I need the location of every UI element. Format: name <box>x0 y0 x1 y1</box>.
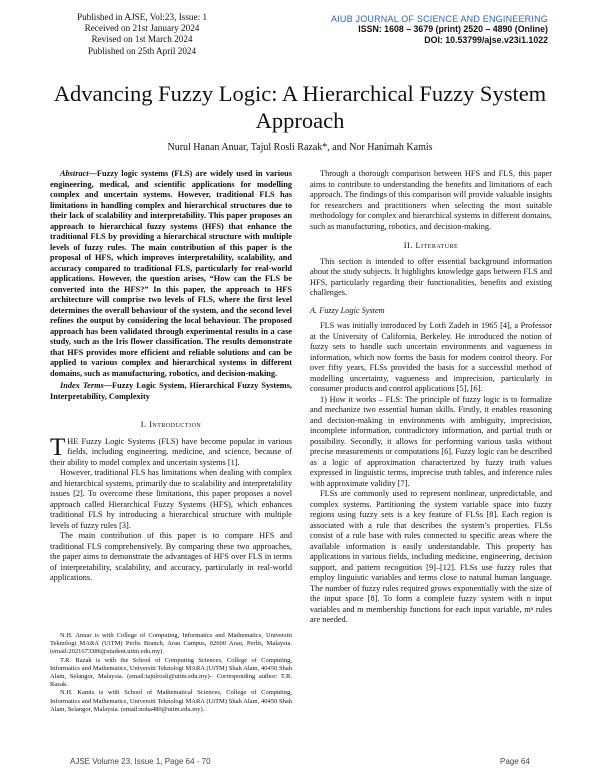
right-column <box>310 169 552 626</box>
footnote-3: N.H. Kamis is with School of Mathematical Sciences, College of Computing, Informatics and Mathematics, Universiti Teknologi MARA (UiTM) Shah Alam, 40450 Shah Alam, Selangor, Malaysia. (email:noha480@uitm.edu.my). <box>50 689 292 713</box>
paper-authors: Nurul Hanan Anuar, Tajul Rosli Razak*, and Nor Hanimah Kamis <box>167 142 433 153</box>
footnote-2: T.R. Razak is with the School of Computing Sciences, College of Computing, Informatics and Mathematics, Universiti Teknologi MARA (UiTM) Shah Alam, 40450 Shah Alam, Selangor, Malaysia. (email:tajulrosli@uitm.edu.my)– Corresponding author: T.R. Razak. <box>50 656 292 689</box>
fls-paragraph-3: FLSs are commonly used to represent nonlinear, unpredictable, and complex systems. Partitioning the system variable space into fuzzy regions using fuzzy sets is a key feature of FLSs [8]. Each region is associated with a rule that describes the system’s properties. FLSs consist of a rule base with rules connected to specific areas where the available information is easily understandable. This property has applications in various fields, including medicine, engineering, decision support, and pattern recognition [9]–[12]. FLSs use fuzzy rules that employ linguistic variables and terms close to natural human language. The number of fuzzy rules required grows exponentially with the size of the input space [8]. To form a complete fuzzy system with n input variables and m membership functions for each input variable, mⁿ rules are needed. <box>310 489 552 624</box>
index-terms <box>50 381 292 402</box>
dropcap: T <box>50 433 66 461</box>
footer-page-number: Page 64 <box>500 757 530 766</box>
subsection-heading-fls: A. Fuzzy Logic System <box>310 305 385 315</box>
journal-name: AIUB JOURNAL OF SCIENCE AND ENGINEERING <box>330 14 548 24</box>
fls-paragraph-1: FLS was initially introduced by Lotfi Zadeh in 1965 [4], a Professor at the University of California, Berkeley. He introduced the notion of fuzzy sets to handle such uncertain environments and vagueness in information, which now forms the basis for modern control theory. For over fifty years, FLSs provided the basis for a successful method of modelling uncertainty, vagueness and imprecision, particularly in consumer products and control applications [5], [6]. <box>310 321 552 393</box>
literature-paragraph: This section is intended to offer essential background information about the study subjects. It highlights knowledge gaps between FLS and HFS, particularly regarding their functionalities, benefits and existing challenges. <box>310 256 552 297</box>
journal-info <box>310 14 548 46</box>
section-introduction <box>50 420 292 584</box>
section-heading-introduction: I. Introduction <box>140 420 202 429</box>
footnote-1: N.H. Anuar is with College of Computing, Informatics and Mathematics, Universiti Teknologi MARA (UiTM) Perlis Branch, Arau Campus, 02600 Arau, Perlis, Malaysia. (email:2021673386@student.uitm.edu.my). <box>50 632 292 656</box>
intro-paragraph-2: However, traditional FLS has limitations when dealing with complex and hierarchical systems, primarily due to scalability and interpretability issues [2]. To overcome these limitations, this paper proposes a novel approach called Hierarchical Fuzzy Systems (HFS), which enhances traditional FLS by introducing a hierarchical structure with multiple levels of fuzzy rules [3]. <box>50 468 292 530</box>
journal-doi: DOI: 10.53799/ajse.v23i1.1022 <box>424 35 548 45</box>
pub-line-1: Published in AJSE, Vol:23, Issue: 1 <box>76 12 208 22</box>
intro-paragraph-3: The main contribution of this paper is to compare HFS and traditional FLS comprehensively. By comparing these two approaches, the paper aims to demonstrate the advantages of HFS over FLS in terms of interpretability, scalability, and accuracy, particularly in real-world applications. <box>50 531 292 582</box>
pub-line-4: Published on 25th April 2024 <box>87 45 197 56</box>
journal-issn: ISSN: 1608 – 3679 (print) 2520 – 4890 (Online) <box>358 24 548 34</box>
footer-journal-info: AJSE Volume 23, Issue 1, Page 64 - 70 <box>70 757 211 766</box>
paper-title: Advancing Fuzzy Logic: A Hierarchical Fuzzy System Approach <box>53 81 547 133</box>
intro-paragraph-4: Through a thorough comparison between HFS and FLS, this paper aims to contribute to understanding the benefits and limitations of each approach. The findings of this comparison will provide valuable insights for researchers and practitioners when selecting the most suitable methodology for complex and hierarchical systems in different domains, such as manufacturing, robotics, and decision-making. <box>310 169 552 231</box>
pub-line-3: Revised on 1st March 2024 <box>91 34 193 45</box>
publication-info <box>62 12 222 57</box>
section-heading-literature: II. Literature <box>403 241 459 250</box>
abstract <box>50 169 292 379</box>
fls-paragraph-2: 1) How it works – FLS: The principle of fuzzy logic is to formalize and mechanize two essential human skills. Firstly, it enables reasoning and decision-making in environments with ambiguity, imprecision, incomplete information, contradictory information, and partial truth or possibility. Secondly, it allows for performing various tasks without precise measurements or computations [6]. Fuzzy logic can be described as a logic of approximation characterized by fuzzy truth values expressed in linguistic terms, imprecise truth tables, and inference rules with approximate validity [7]. <box>310 394 552 488</box>
pub-line-2: Received on 21st January 2024 <box>84 23 200 34</box>
index-terms-label: Index Terms <box>60 381 104 390</box>
abstract-text: —Fuzzy logic systems (FLS) are widely used in various engineering, medical, and scientific applications for modelling complex and uncertain systems. However, traditional FLS has limitations in handling complex and hierarchical structures due to their lack of scalability and interpretability. This paper proposes an approach to hierarchical fuzzy systems (HFS) that enhance the traditional FLS by providing a hierarchical structure with multiple levels of fuzzy rules. The main contribution of this paper is the proposal of HFS, which improves interpretability, scalability, and accuracy compared to traditional FLS, particularly for real-world applications. However, the question arises, “How can the FLS be converted into the HFS?” In this paper, the approach to HFS architecture will comprise two levels of FLS, where the first level determines the overall behaviour of the system, and the second level refines the output by considering the local behaviour. The proposed approach has been validated through experimental results in a case study, such as the Iris flower classification. The results demonstrate that HFS provides more efficient and reliable solutions and can be applied to various complex and hierarchical systems in different domains, such as manufacturing, robotics, and decision-making. <box>50 169 292 378</box>
abstract-label: Abstract <box>60 169 89 178</box>
footnotes <box>50 632 292 714</box>
index-terms-text: —Fuzzy Logic System, Hierarchical Fuzzy Systems, Interpretability, Complexity <box>50 381 292 401</box>
intro-paragraph-1: HE Fuzzy Logic Systems (FLS) have become popular in various fields, including engineering, medicine, and science, because of their ability to model complex and uncertain systems [1]. <box>50 436 292 467</box>
